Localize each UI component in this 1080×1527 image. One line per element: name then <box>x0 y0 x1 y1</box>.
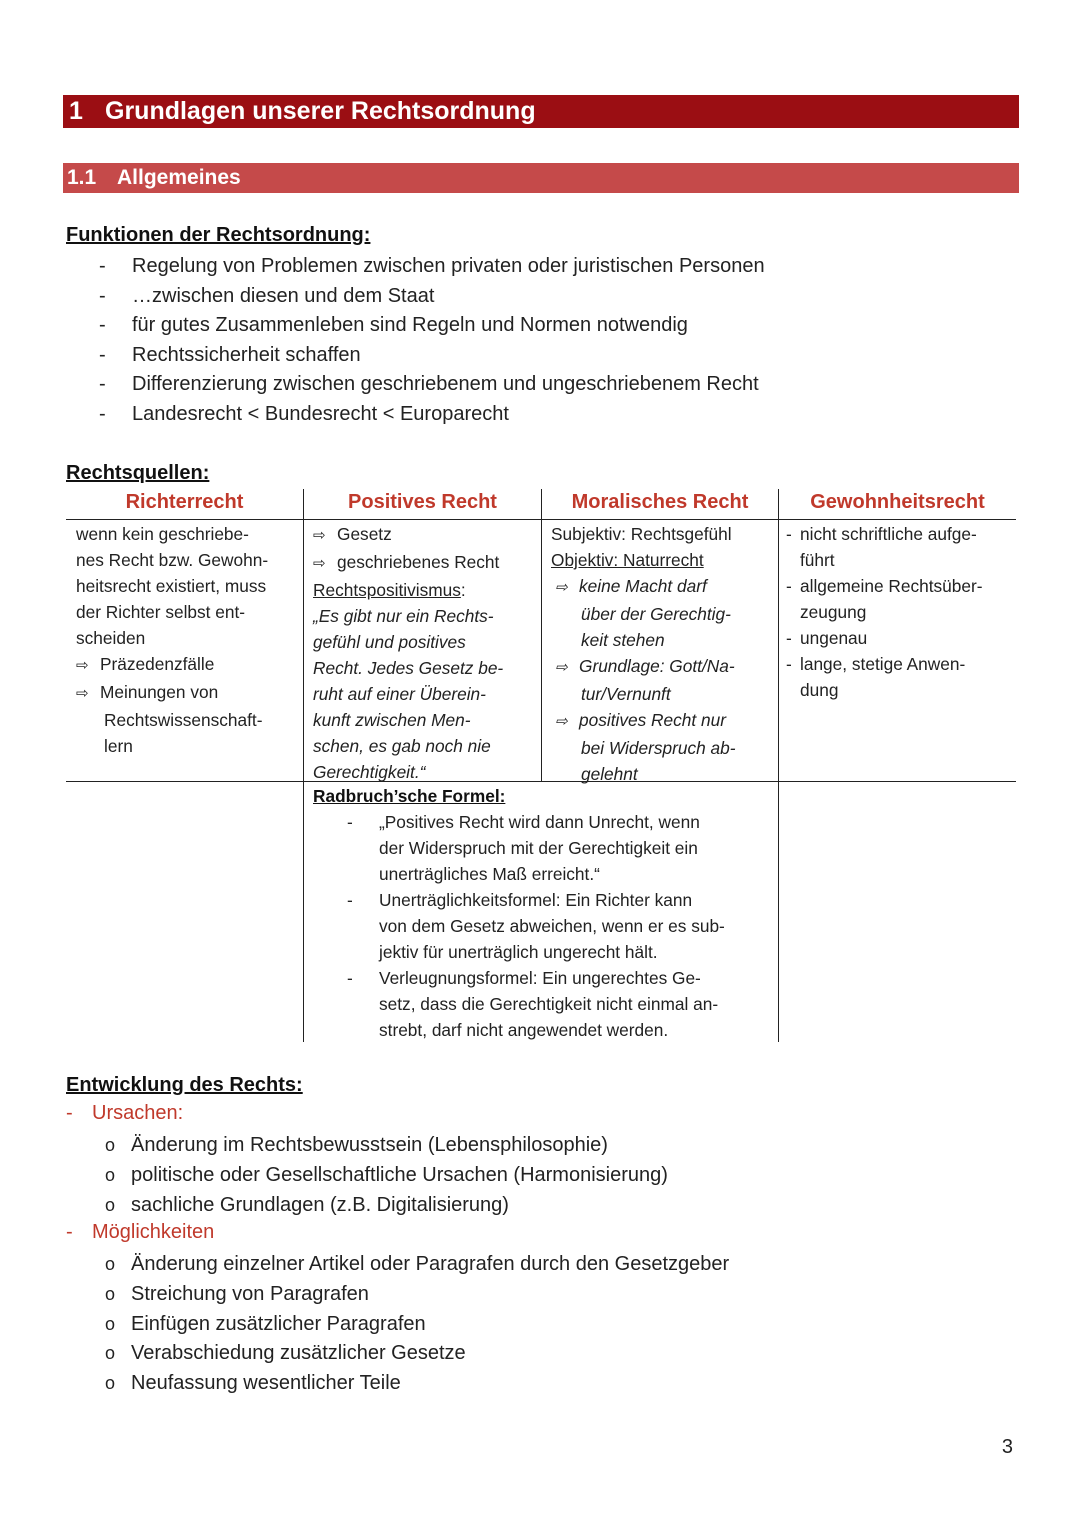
table-divider <box>541 489 542 781</box>
funktionen-title: Funktionen der Rechtsordnung: <box>66 224 371 246</box>
section-heading <box>63 163 1019 193</box>
page-number: 3 <box>1001 1436 1013 1458</box>
list-item: o Verabschiedung zusätzlicher Gesetze <box>105 1342 466 1365</box>
col-header-gewohnheitsrecht: Gewohnheitsrecht <box>810 491 985 513</box>
list-item: - allgemeine Rechtsüber- zeugung <box>786 576 983 622</box>
col-header-richterrecht: Richterrecht <box>125 491 244 513</box>
cell-gewohnheitsrecht <box>780 521 1014 703</box>
chapter-heading <box>63 95 1019 128</box>
list-item: o Neufassung wesentlicher Teile <box>105 1372 401 1395</box>
list-item: - ungenau <box>786 628 868 648</box>
arrow-right-icon: ⇨ <box>76 657 89 674</box>
list-item: o Einfügen zusätzlicher Paragrafen <box>105 1312 426 1335</box>
list-item: - Differenzierung zwischen geschriebenem und ungeschriebenem Recht <box>99 373 759 396</box>
list-item: - lange, stetige Anwen- dung <box>786 654 966 700</box>
arrow-right-icon: ⇨ <box>555 579 568 596</box>
chapter-title: Grundlagen unserer Rechtsordnung <box>105 97 536 125</box>
table-divider <box>303 489 304 1042</box>
list-item: - Regelung von Problemen zwischen privaten oder juristischen Personen <box>99 255 765 277</box>
list-item: - Verleugnungsformel: Ein ungerechtes Ge- setz, dass die Gerechtigkeit nicht einmal an- strebt, darf nicht angewendet werden. <box>347 968 719 1040</box>
arrow-right-icon: ⇨ <box>555 713 568 730</box>
cell-positives-recht: ⇨ Gesetz ⇨ geschriebenes Recht Rechtspositivismus: „Es gibt nur ein Rechts- gefühl und positives Recht. Jedes Gesetz be- ruht auf einer Überein- kunft zwischen Men- schen, es gab noch nie Gerechtigkeit.“ <box>313 524 504 782</box>
section-title: Allgemeines <box>117 166 241 189</box>
moeglichkeiten-list <box>105 1250 730 1399</box>
list-item: o Streichung von Paragrafen <box>105 1282 369 1305</box>
arrow-right-icon: ⇨ <box>313 555 326 572</box>
list-item: - Rechtssicherheit schaffen <box>99 343 361 366</box>
list-item: o sachliche Grundlagen (z.B. Digitalisierung) <box>105 1193 509 1216</box>
list-item: - für gutes Zusammenleben sind Regeln und Normen notwendig <box>99 314 688 337</box>
col-header-moralisches-recht: Moralisches Recht <box>571 491 749 513</box>
list-item: o Änderung einzelner Artikel oder Paragrafen durch den Gesetzgeber <box>105 1253 730 1275</box>
ursachen-label: - Ursachen: <box>66 1102 184 1124</box>
arrow-right-icon: ⇨ <box>76 685 89 702</box>
col-header-positives-recht: Positives Recht <box>348 491 497 513</box>
table-divider <box>778 489 779 1042</box>
list-item: o Änderung im Rechtsbewusstsein (Lebensphilosophie) <box>105 1134 608 1156</box>
cell-richterrecht: wenn kein geschriebe- nes Recht bzw. Gewohn- heitsrecht existiert, muss der Richter selbst ent- scheiden ⇨ Präzedenzfälle ⇨ Meinungen von Rechtswissenschaft- lern <box>76 524 269 756</box>
arrow-right-icon: ⇨ <box>313 527 326 544</box>
table-row-rule <box>66 781 1016 782</box>
ursachen-list <box>105 1131 668 1220</box>
cell-moralisches-recht: Subjektiv: Rechtsgefühl Objektiv: Naturrecht ⇨ keine Macht darf über der Gerechtig- keit stehen ⇨ Grundlage: Gott/Na- tur/Vernunft ⇨ positives Recht nur bei Widerspruch ab- gelehnt <box>551 524 736 784</box>
list-item: - „Positives Recht wird dann Unrecht, wenn der Widerspruch mit der Gerechtigkeit ein unerträgliches Maß erreicht.“ <box>347 812 700 884</box>
radbruch-list <box>315 809 775 1043</box>
radbruch-title: Radbruch’sche Formel: <box>313 786 506 806</box>
list-item: - Unerträglichkeitsformel: Ein Richter kann von dem Gesetz abweichen, wenn er es sub- jektiv für unerträglich ungerecht hält. <box>347 890 725 962</box>
moeglichkeiten-label: - Möglichkeiten <box>66 1221 215 1243</box>
list-item: - nicht schriftliche aufge- führt <box>786 524 977 570</box>
list-item: o politische oder Gesellschaftliche Ursachen (Harmonisierung) <box>105 1163 668 1186</box>
list-item: - Landesrecht < Bundesrecht < Europarecht <box>99 402 509 425</box>
chapter-number: 1 <box>69 97 83 125</box>
rechtsquellen-title: Rechtsquellen: <box>66 462 210 484</box>
radbruch-section <box>313 783 775 1043</box>
section-number: 1.1 <box>67 166 97 189</box>
entwicklung-title: Entwicklung des Rechts: <box>66 1074 303 1096</box>
list-item: - …zwischen diesen und dem Staat <box>99 284 435 307</box>
arrow-right-icon: ⇨ <box>555 659 568 676</box>
funktionen-list <box>99 252 765 430</box>
